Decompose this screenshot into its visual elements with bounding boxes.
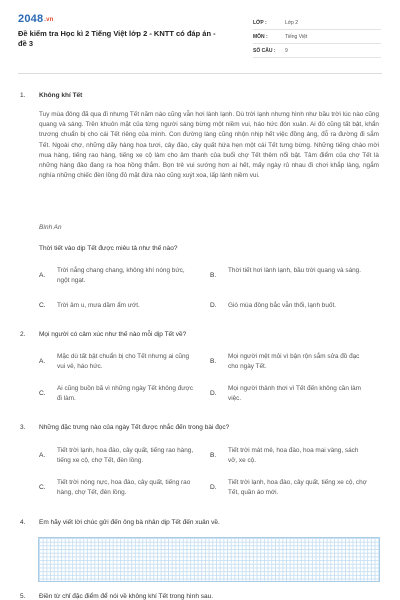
info-row-class: LỚP : Lớp 2	[253, 16, 381, 30]
answer-writing-grid[interactable]	[38, 537, 380, 582]
question-4-text: Em hãy viết lời chúc gửi đến ông bà nhân dịp Tết đến xuân về.	[39, 519, 220, 526]
document-header	[0, 0, 400, 62]
passage-author: Bình An	[39, 224, 62, 231]
q1-option-d[interactable]: D. Gió mùa đông bắc vẫn thổi, lạnh buốt.	[210, 302, 337, 309]
q1-option-b[interactable]: B. Thời tiết hơi lành lạnh, bầu trời quang và sáng.	[210, 267, 362, 280]
passage-title: Không khí Tết	[39, 92, 83, 99]
exam-title: Đề kiểm tra Học kì 2 Tiếng Việt lớp 2 - KNTT có đáp án - đề 3	[18, 29, 216, 48]
question-5-number: 5.	[20, 593, 26, 600]
q2-option-c[interactable]: C. Ai cũng buồn bã vì những ngày Tết không được đi làm.	[39, 385, 193, 402]
q1-option-a[interactable]: A. Trời nắng chang chang, không khí nóng bức, ngột ngạt.	[39, 267, 185, 284]
q2-option-b[interactable]: B. Mọi người mệt mỏi vì bận rộn sắm sửa đồ đạc cho ngày Tết.	[210, 353, 360, 370]
exam-info-table	[253, 16, 381, 58]
q3-option-a[interactable]: A. Tiết trời lạnh, hoa đào, cây quất, tiếng rao hàng, tiếng xe cộ, chợ Tết, đèn lồng.	[39, 447, 194, 464]
section-number: 1.	[20, 92, 26, 99]
site-logo[interactable]: 2048.vn	[18, 13, 54, 25]
q1-option-c[interactable]: C. Trời âm u, mưa dầm ẩm ướt.	[39, 302, 140, 309]
question-1-text: Thời tiết vào dịp Tết được miêu tả như thế nào?	[39, 245, 178, 252]
question-3-text: Những đặc trưng nào của ngày Tết được nhắc đến trong bài đọc?	[39, 424, 230, 431]
reading-passage: Tuy mùa đông đã qua đi nhưng Tết năm nào cũng vẫn hơi lành lạnh. Dù trời lạnh nhưng hình như bầu trời lúc nào cũng quang và sáng. Trên khuôn mặt của từng người sáng bừng một niềm vui, háo hức đón xuân. Ai đó cũng tất bật, khẩn trương chuẩn bị cho cái Tết riêng của mình. Con đường làng cũng nhộn nhịp hết việc đồng áng, đỗ ra đường đi sắm Tết. Ngoài chợ, những dãy hàng hoa tươi, cây đào, cây quất hứa hẹn một cái Tết tưng bừng. Những tiếng chào mời mua hàng, tiếng rao hàng, tiếng xe cộ làm cho âm thanh của buổi chợ Tết thêm nổi bật. Tâm điểm của chợ Tết là những hàng đào đang ra hoa hồng thắm. Bọn trẻ vui sướng hơn ai hết, mấy ngày rủ nhau đi chơi khắp làng, ngắm nghía những chiếc đèn lồng đỏ mặt đứa nào cũng xuýt xoa, lấp lánh niềm vui.	[39, 111, 379, 180]
q2-option-d[interactable]: D. Mọi người thảnh thơi vì Tết đến không cần làm việc.	[210, 385, 361, 402]
q3-option-c[interactable]: C. Tiết trời nóng nực, hoa đào, cây quất, tiếng rao hàng, chợ Tết, đèn lồng.	[39, 479, 191, 496]
question-5-text: Điền từ chỉ đặc điểm để nói về không khí Tết trong hình sau.	[39, 593, 214, 600]
q3-option-d[interactable]: D. Tiết trời lạnh, hoa đào, cây quất, tiếng xe cộ, chợ Tết, quần áo mới.	[210, 479, 367, 496]
question-2-number: 2.	[20, 331, 26, 338]
question-4-number: 4.	[20, 519, 26, 526]
info-row-subject: MÔN : Tiếng Việt	[253, 30, 381, 44]
info-row-question-count: SỐ CÂU : 9	[253, 44, 381, 58]
header-divider	[18, 73, 382, 74]
question-2-text: Mọi người có cảm xúc như thế nào mỗi dịp Tết về?	[39, 331, 187, 338]
question-3-number: 3.	[20, 424, 26, 431]
q3-option-b[interactable]: B. Tiết trời mát mẻ, hoa đào, hoa mai vàng, sách vở, xe cộ.	[210, 447, 359, 464]
q2-option-a[interactable]: A. Mặc dù tất bật chuẩn bị cho Tết nhưng ai cũng vui vẻ, háo hức.	[39, 353, 190, 370]
